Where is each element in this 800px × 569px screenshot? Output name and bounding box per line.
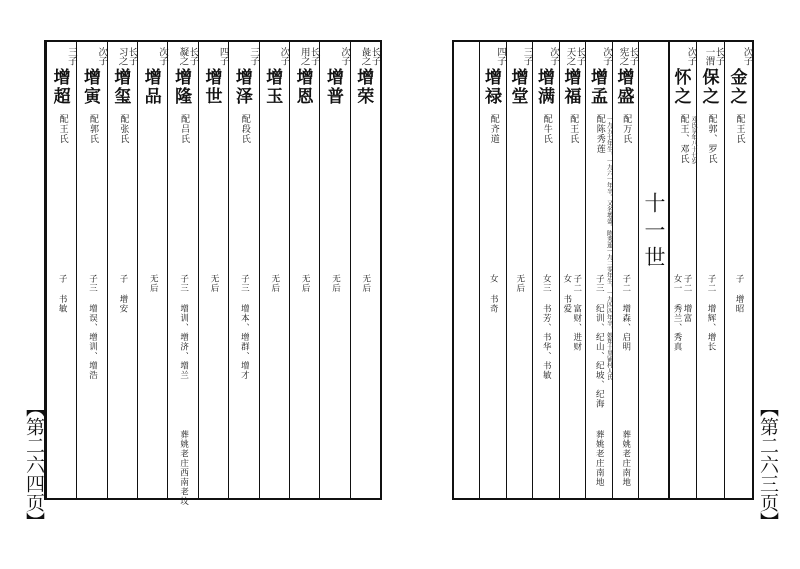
person-name: 增世 xyxy=(201,68,222,106)
genealogy-column xyxy=(107,42,138,498)
relation-label: 长子 xyxy=(308,47,320,65)
annotation-note: 邓氏享年八十七岁 xyxy=(690,116,697,164)
relation-label: 长子 xyxy=(627,47,639,65)
spouse-text: 配王氏 xyxy=(57,114,68,144)
relation-label: 四子 xyxy=(217,47,229,65)
relation-label: 次子 xyxy=(548,47,559,65)
genealogy-column xyxy=(668,42,697,498)
right-genealogy-table xyxy=(452,40,754,500)
children-text: 子三 纪训、纪山、纪坡、纪海 xyxy=(594,274,605,409)
person-name: 增满 xyxy=(534,68,554,106)
person-name: 增超 xyxy=(49,68,70,106)
children-text: 子三 增训、增济、增兰 xyxy=(178,274,189,380)
genealogy-column xyxy=(167,42,199,506)
empty-margin xyxy=(454,42,479,498)
relation-label: 次子 xyxy=(96,47,108,65)
person-name: 增禄 xyxy=(481,68,501,106)
children-text: 无后 xyxy=(514,274,525,293)
burial-text: 葬姚老庄南地 xyxy=(594,430,605,487)
genealogy-column xyxy=(479,42,507,498)
children-text: 无后 xyxy=(208,274,219,293)
spouse-text: 配王氏 xyxy=(734,114,745,144)
children-text: 女 书奇 xyxy=(488,274,499,314)
relation-label: 次子 xyxy=(156,47,168,65)
left-page-number: 【第二六四页】 xyxy=(23,398,45,531)
genealogy-column xyxy=(289,42,320,498)
relation-label: 长子 xyxy=(713,47,725,65)
children-text: 子三 增误、增训、增浩 xyxy=(87,274,98,380)
children-text: 无后 xyxy=(360,274,371,293)
relation-label: 一渭 xyxy=(703,47,715,65)
genealogy-column xyxy=(198,42,229,498)
genealogy-column xyxy=(228,42,259,498)
right-page-number: 【第二六三页】 xyxy=(757,398,779,531)
spouse-text: 配万氏 xyxy=(621,114,632,144)
spouse-text: 配段氏 xyxy=(239,114,250,144)
genealogy-column xyxy=(76,42,107,498)
genealogy-column xyxy=(506,42,534,498)
person-name: 增盛 xyxy=(613,68,634,106)
spouse-text: 配王氏 xyxy=(568,114,579,144)
children-text: 女 书爱 xyxy=(561,274,572,314)
person-name: 怀之 xyxy=(670,68,691,106)
children-text: 子二 增森、启明 xyxy=(620,274,631,352)
genealogy-column xyxy=(350,42,381,498)
person-name: 增福 xyxy=(560,68,581,106)
person-name: 增普 xyxy=(322,68,343,106)
relation-label: 天之 xyxy=(564,47,576,65)
genealogy-column xyxy=(585,42,613,498)
genealogy-column xyxy=(724,42,753,498)
children-text: 子 增昭 xyxy=(734,274,744,314)
person-name: 增品 xyxy=(140,68,161,106)
person-name: 增寅 xyxy=(80,68,101,106)
spouse-text: 配齐道 xyxy=(488,114,499,144)
spouse-text: 配陈秀莲 xyxy=(594,114,605,154)
spouse-text: 配郭、罗氏 xyxy=(706,114,717,164)
children-text: 子二 增辉、增长 xyxy=(706,274,716,352)
person-name: 保之 xyxy=(698,68,719,106)
spouse-text: 配吕氏 xyxy=(179,114,190,144)
spouse-text: 配郭氏 xyxy=(88,114,99,144)
person-name: 增孟 xyxy=(587,68,607,106)
relation-label: 次子 xyxy=(339,47,351,65)
relation-label: 次子 xyxy=(685,47,697,65)
relation-label: 用之 xyxy=(298,47,310,65)
genealogy-column xyxy=(46,42,77,498)
burial-text: 葬姚老庄西南老坟 xyxy=(178,430,189,506)
person-name: 增泽 xyxy=(231,68,252,106)
left-genealogy-table xyxy=(44,40,382,506)
relation-label: 长子 xyxy=(574,47,586,65)
generation-label: 十一世 xyxy=(642,192,666,273)
children-text: 无后 xyxy=(148,274,159,293)
children-text: 子二 富财、进财 xyxy=(571,274,582,352)
annotation-note: 一九五七年生，一九六一年卒。又名增盛。陈秀莲一九二零年生，一九四四年卒，娘郑十里铺村人氏 xyxy=(605,116,613,380)
genealogy-column xyxy=(696,42,725,498)
relation-label: 彘之 xyxy=(359,47,371,65)
relation-label: 三子 xyxy=(65,47,77,65)
genealogy-column xyxy=(319,42,350,498)
person-name: 增堂 xyxy=(507,68,528,106)
children-text: 无后 xyxy=(330,274,341,293)
children-text: 子 书敏 xyxy=(57,274,68,314)
burial-text: 葬姚老庄南地 xyxy=(620,430,631,487)
children-text: 子三 增本、增群、增才 xyxy=(239,274,250,380)
relation-label: 次子 xyxy=(601,47,612,65)
relation-label: 长子 xyxy=(126,47,138,65)
children-text: 女三 书芳、书华、书敏 xyxy=(541,274,552,380)
children-text: 无后 xyxy=(269,274,280,293)
relation-label: 长子 xyxy=(369,47,381,65)
relation-label: 次子 xyxy=(741,47,753,65)
spouse-text: 配牛氏 xyxy=(541,114,552,144)
children-text: 女一 秀兰、秀真 xyxy=(672,274,682,352)
genealogy-column xyxy=(559,42,587,498)
relation-label: 三子 xyxy=(521,47,533,65)
person-name: 增恩 xyxy=(292,68,313,106)
genealogy-column xyxy=(612,42,640,498)
relation-label: 宪之 xyxy=(617,47,629,65)
relation-label: 凝之 xyxy=(177,47,189,65)
children-text: 子二 增富 xyxy=(682,274,692,323)
spouse-text: 配王、邓氏 xyxy=(678,114,689,164)
person-name: 金之 xyxy=(726,68,747,106)
children-text: 无后 xyxy=(300,274,311,293)
genealogy-column xyxy=(532,42,560,498)
generation-column xyxy=(638,42,670,498)
person-name: 增荣 xyxy=(353,68,374,106)
relation-label: 四子 xyxy=(495,47,506,65)
genealogy-column xyxy=(259,42,290,498)
relation-label: 三子 xyxy=(248,47,260,65)
genealogy-column xyxy=(137,42,168,498)
person-name: 增玺 xyxy=(110,68,131,106)
relation-label: 长子 xyxy=(187,47,199,65)
relation-label: 习之 xyxy=(116,47,128,65)
children-text: 子 增安 xyxy=(117,274,128,314)
person-name: 增隆 xyxy=(171,68,192,106)
spouse-text: 配张氏 xyxy=(118,114,129,144)
person-name: 增玉 xyxy=(262,68,283,106)
relation-label: 次子 xyxy=(278,47,290,65)
